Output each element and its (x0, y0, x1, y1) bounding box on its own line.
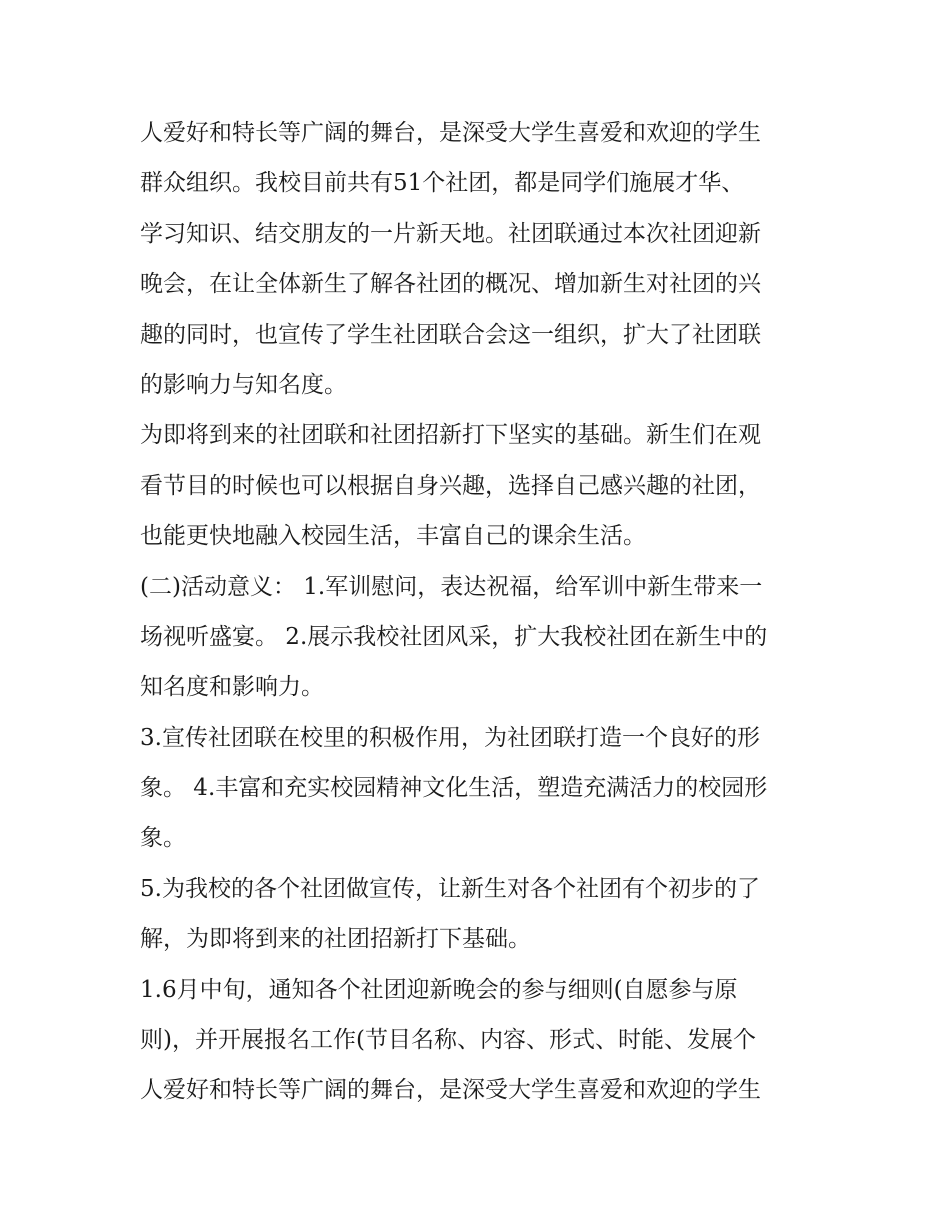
text-line: 人爱好和特长等广阔的舞台，是深受大学生喜爱和欢迎的学生 (140, 120, 761, 146)
text-line: 群众组织。我校目前共有51个社团，都是同学们施展才华、 (140, 170, 745, 197)
text-line: 解，为即将到来的社团招新打下基础。 (140, 926, 531, 953)
text-line: 5.为我校的各个社团做宣传，让新生对各个社团有个初步的了 (140, 875, 760, 902)
text-line: 象。 4.丰富和充实校园精神文化生活，塑造充满活力的校园形 (140, 775, 768, 802)
text-line: 看节目的时候也可以根据自身兴趣，选择自己感兴趣的社团， (140, 472, 761, 499)
text-line: 人爱好和特长等广阔的舞台，是深受大学生喜爱和欢迎的学生 (140, 1077, 761, 1104)
text-line: 场视听盛宴。 2.展示我校社团风采，扩大我校社团在新生中的 (140, 623, 768, 650)
text-line: 1.6月中旬，通知各个社团迎新晚会的参与细则(自愿参与原 (140, 976, 738, 1003)
text-line: 象。 (140, 825, 186, 852)
text-line: 则)，并开展报名工作(节目名称、内容、形式、时能、发展个 (140, 1027, 756, 1054)
text-line: 为即将到来的社团联和社团招新打下坚实的基础。新生们在观 (140, 422, 761, 449)
text-line: 晚会，在让全体新生了解各社团的概况、增加新生对社团的兴 (140, 271, 761, 298)
text-line: 也能更快地融入校园生活，丰富自己的课余生活。 (140, 523, 646, 550)
body-text (140, 108, 820, 1116)
text-line: 3.宣传社团联在校里的积极作用，为社团联打造一个良好的形 (140, 724, 760, 751)
text-line: 趣的同时，也宣传了学生社团联合会这一组织，扩大了社团联 (140, 321, 761, 348)
text-line: 学习知识、结交朋友的一片新天地。社团联通过本次社团迎新 (140, 220, 761, 247)
text-line: 知名度和影响力。 (140, 674, 324, 701)
text-line: (二)活动意义： 1.军训慰问，表达祝福，给军训中新生带来一 (140, 573, 763, 600)
text-line: 的影响力与知名度。 (140, 371, 347, 398)
